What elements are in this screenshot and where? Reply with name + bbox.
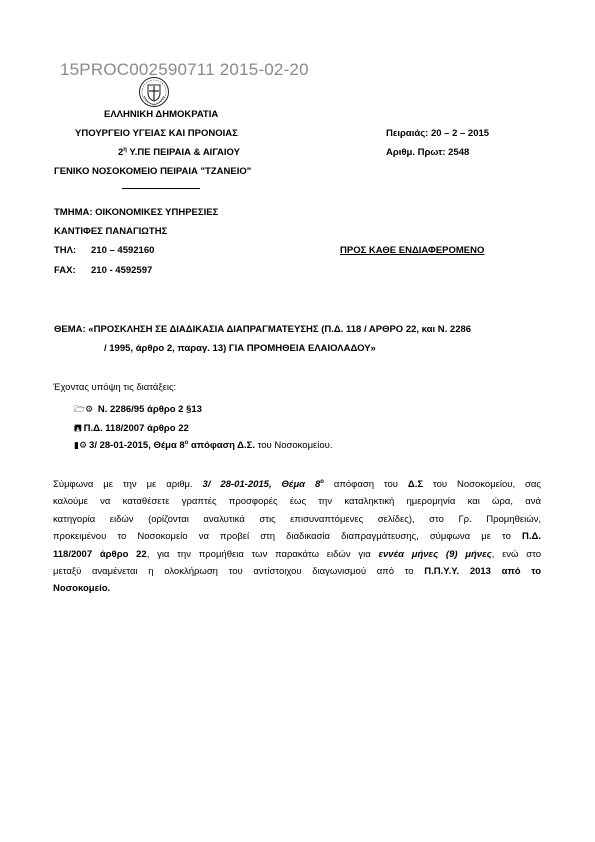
body-paragraph xyxy=(53,474,541,598)
department-line: ΤΜΗΜΑ: ΟΙΚΟΝΟΜΙΚΕΣ ΥΠΗΡΕΣΙΕΣ xyxy=(54,207,219,218)
telephone-line: ΤΗΛ: 210 – 4592160 xyxy=(54,245,155,256)
block-gear-icon: ▮⚙ xyxy=(74,440,88,450)
contact-person: ΚΑΝΤΙΦΕΣ ΠΑΝΑΓΙΩΤΗΣ xyxy=(54,226,168,237)
provision-item: 🖪 Π.Δ. 118/2007 άρθρο 22 xyxy=(74,421,189,437)
provision-item: 🗁⚙ Ν. 2286/95 άρθρο 2 §13 xyxy=(74,402,202,418)
body-line-3: κατηγορία ειδών (ορίζονται αναλυτικά στις επισυναπτόμενες σελίδες), στο Γρ. Προμηθειών, xyxy=(53,513,541,525)
coat-of-arms-emblem xyxy=(138,76,170,108)
body-line-6: μεταξύ αναμένεται η ολοκλήρωση του αντίστοιχου διαγωνισμού από το Π.Π.Υ.Υ. 2013 από το xyxy=(53,566,541,578)
body-line-2: καλούμε να καταθέσετε γραπτές προσφορές έως την καταληκτική ημερομηνία και ώρα, ανά xyxy=(53,496,541,508)
body-line-7: Νοσοκομείο. xyxy=(53,583,111,595)
protocol-number: Αριθμ. Πρωτ: 2548 xyxy=(386,147,470,158)
body-line-1: Σύμφωνα με την με αριθμ. 3/ 28-01-2015, Θέμα $8^o$ απόφαση του Δ.Σ του Νοσοκομείου, σας xyxy=(53,479,541,490)
fax-line: FAX: 210 - 4592597 xyxy=(54,265,153,276)
health-region-heading: $2^\eta$ Υ.ΠΕ ΠΕΙΡΑΙΑ & ΑΙΓΑΙΟΥ xyxy=(118,147,240,158)
subject-line-1: ΘΕΜΑ: «ΠΡΟΣΚΛΗΣΗ ΣΕ ΔΙΑΔΙΚΑΣΙΑ ΔΙΑΠΡΑΓΜΑΤΕΥΣΗΣ (Π.Δ. 118 / ΑΡΘΡΟ 22, και Ν. 2286 xyxy=(54,324,472,335)
body-line-4: προκειμένου το Νοσοκομείο να προβεί στη διαδικασία διαπραγμάτευσης, σύμφωνα με το Π.Δ. xyxy=(53,531,541,543)
republic-heading: ΕΛΛΗΝΙΚΗ ΔΗΜΟΚΡΑΤΙΑ xyxy=(104,109,219,120)
place-date: Πειραιάς: 20 – 2 – 2015 xyxy=(386,128,490,139)
provision-item: ▮⚙ 3/ 28-01-2015, Θέμα $8^o$ απόφαση Δ.Σ. του Νοσοκομείου. xyxy=(74,440,333,451)
folder-gear-icon: 🗁⚙ xyxy=(74,404,94,414)
subject-line-2: / 1995, άρθρο 2, παραγ. 13) ΓΙΑ ΠΡΟΜΗΘΕΙΑ ΕΛΑΙΟΛΑΔΟΥ» xyxy=(104,343,376,354)
document-stamp: 15PROC002590711 2015-02-20 xyxy=(60,60,309,79)
hospital-heading: ΓΕΝΙΚΟ ΝΟΣΟΚΟΜΕΙΟ ΠΕΙΡΑΙΑ "ΤΖΑΝΕΙΟ" xyxy=(54,166,252,177)
header-divider xyxy=(122,188,200,189)
recipient-line: ΠΡΟΣ ΚΑΘΕ ΕΝΔΙΑΦΕΡΟΜΕΝΟ xyxy=(340,245,485,256)
provisions-intro: Έχοντας υπόψη τις διατάξεις: xyxy=(53,382,177,393)
document-icon: 🖪 xyxy=(74,423,82,433)
body-line-5: 118/2007 άρθρο 22, για την προμήθεια των παρακάτω ειδών για εννέα μήνες (9) μήνες, ενώ στο xyxy=(53,548,541,560)
ministry-heading: ΥΠΟΥΡΓΕΙΟ ΥΓΕΙΑΣ ΚΑΙ ΠΡΟΝΟΙΑΣ xyxy=(75,128,238,139)
